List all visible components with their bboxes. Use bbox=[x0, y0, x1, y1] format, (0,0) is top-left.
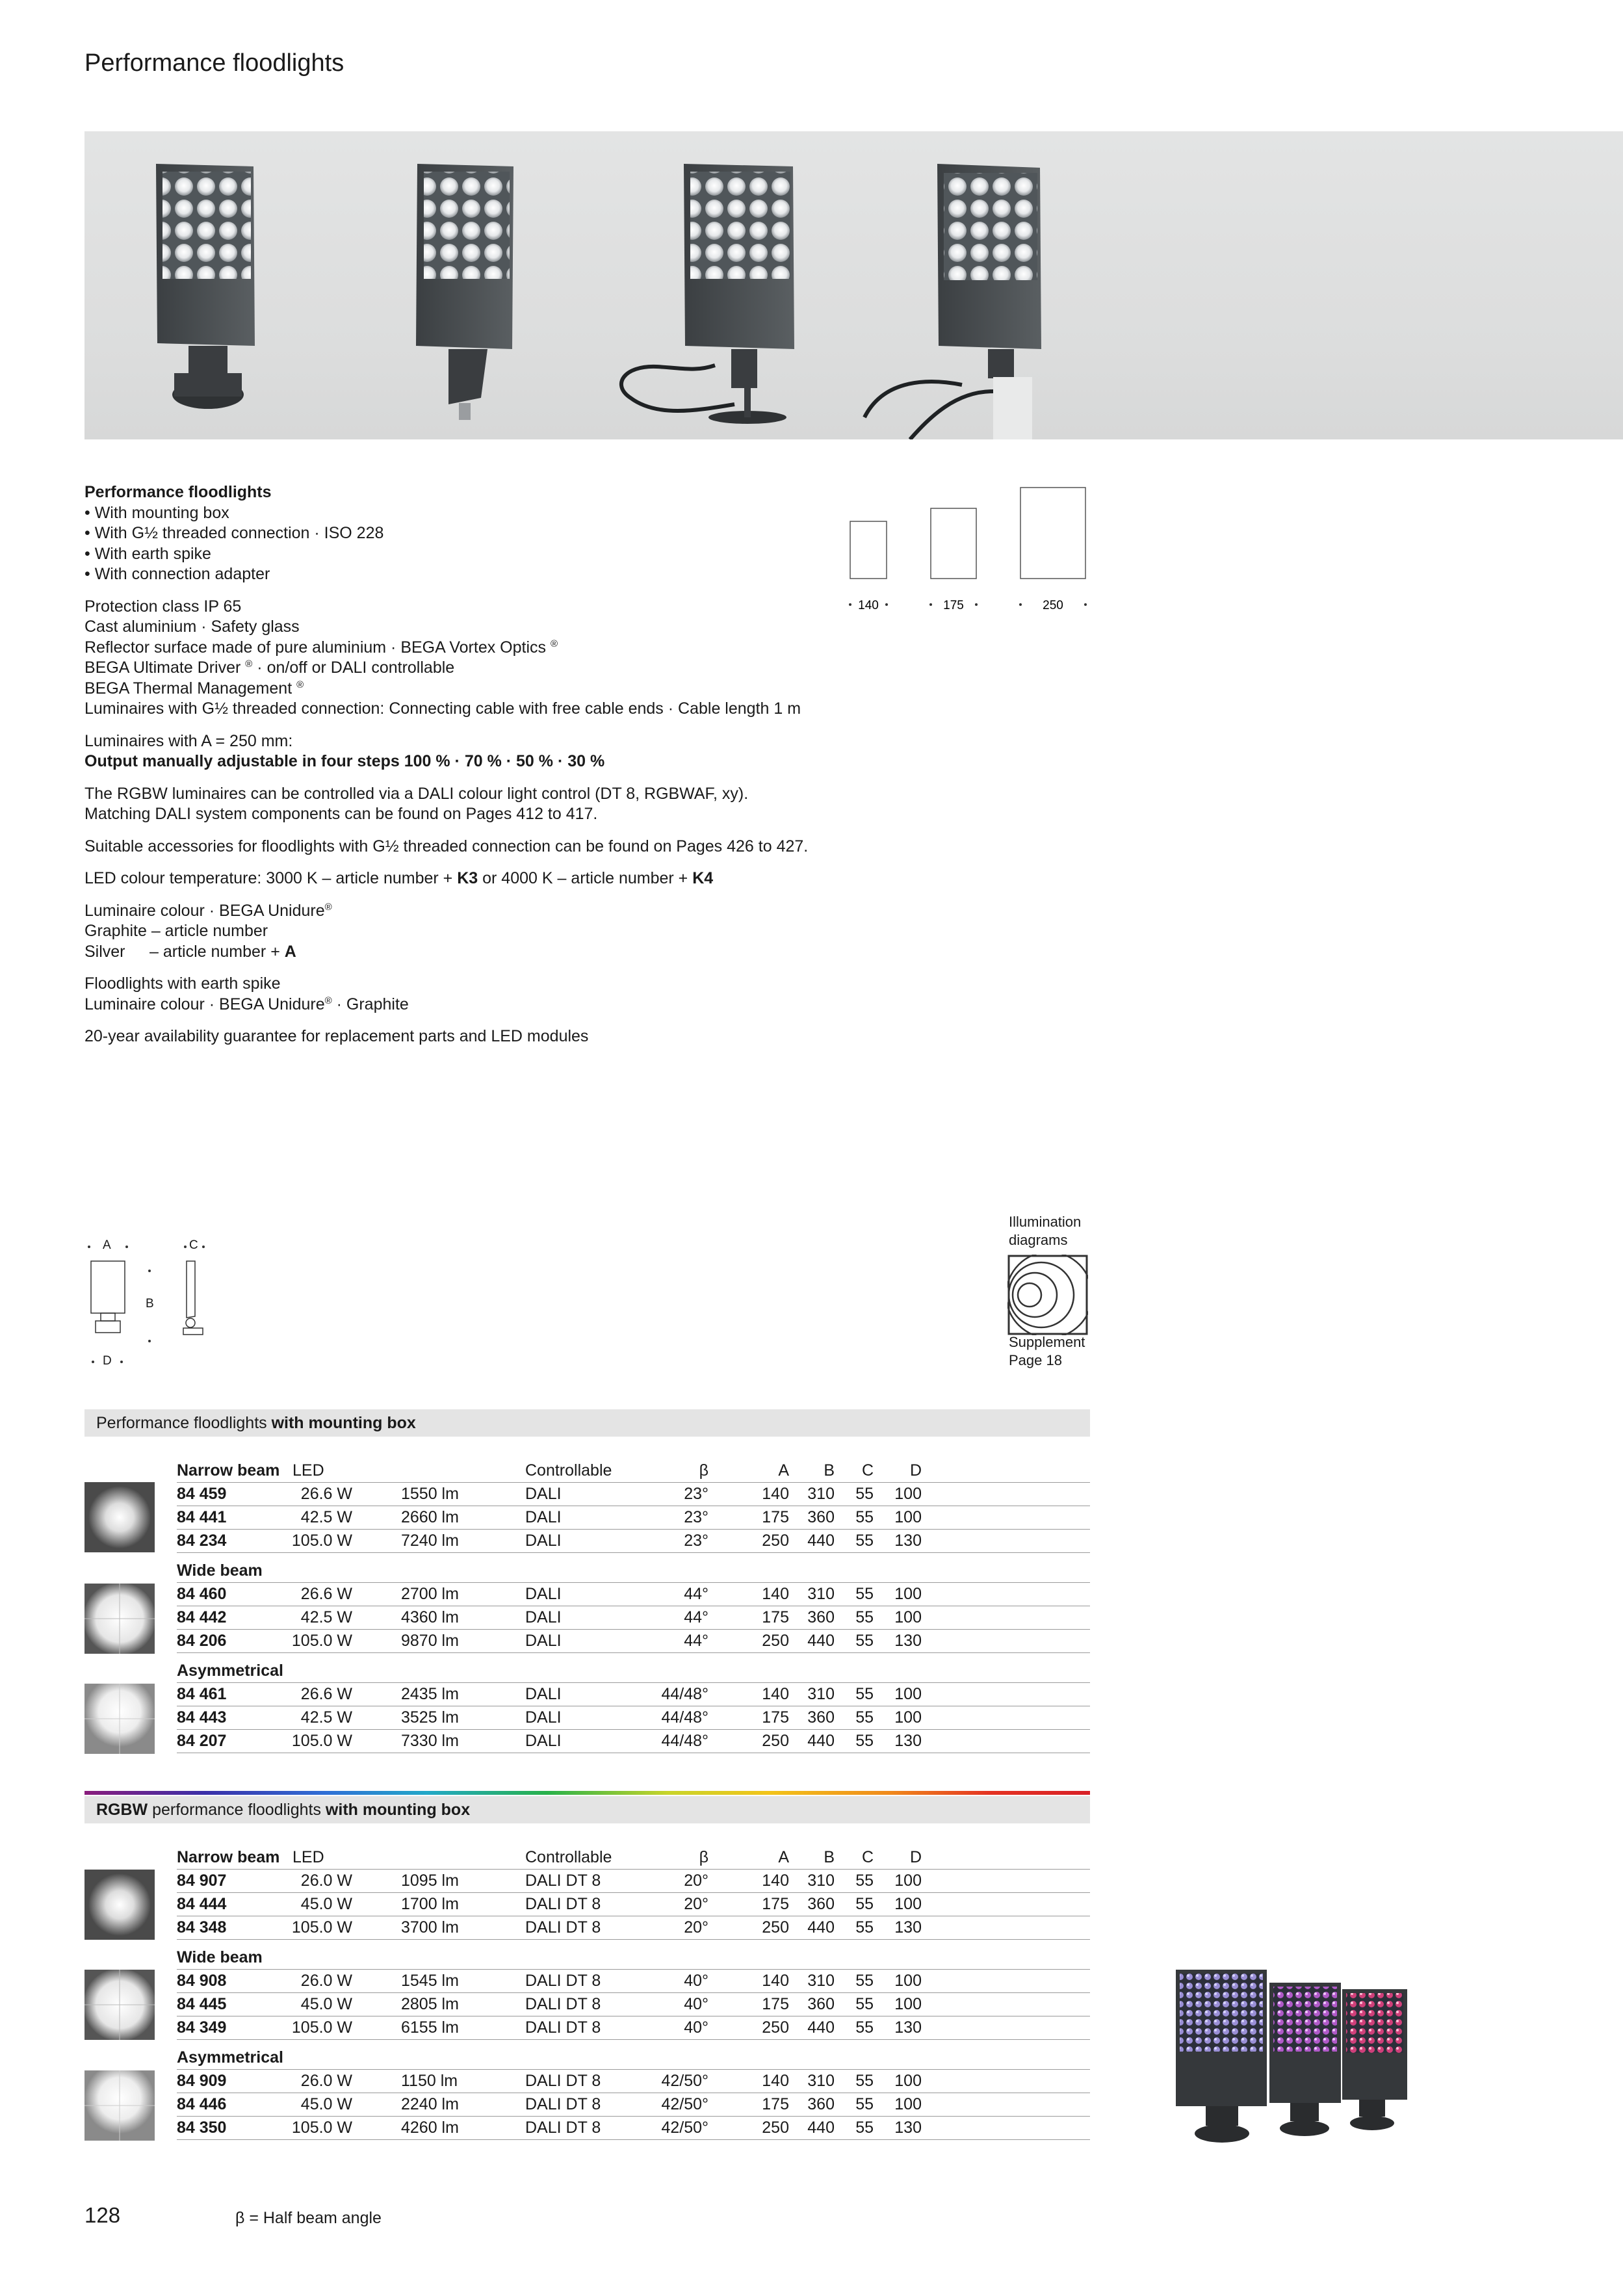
dim-a: 175 bbox=[762, 1895, 789, 1913]
page-title: Performance floodlights bbox=[84, 49, 344, 77]
dim-d: 130 bbox=[894, 1632, 922, 1650]
dim-a: 140 bbox=[762, 1685, 789, 1703]
illumination-diagram-icon bbox=[1007, 1255, 1088, 1338]
dim-a: 250 bbox=[762, 1918, 789, 1937]
dim-b: 310 bbox=[807, 1872, 835, 1890]
controllable: DALI bbox=[525, 1708, 562, 1727]
table2-band-text: performance floodlights bbox=[148, 1801, 326, 1819]
table-row bbox=[177, 1870, 1090, 1893]
article-number: 84 460 bbox=[177, 1585, 227, 1603]
table-row bbox=[177, 1530, 1090, 1553]
beam-angle: 40° bbox=[684, 2018, 708, 2037]
spec-cable: Luminaires with G½ threaded connection: Connecting cable with free cable ends · Cable length 1 m bbox=[84, 699, 801, 718]
controllable: DALI DT 8 bbox=[525, 2072, 601, 2090]
dim-c: 55 bbox=[855, 1972, 874, 1990]
lumen: 2435 lm bbox=[401, 1685, 459, 1703]
controllable: DALI bbox=[525, 1685, 562, 1703]
spec-material: Cast aluminium · Safety glass bbox=[84, 618, 300, 636]
dim-d: 130 bbox=[894, 1732, 922, 1750]
dim-c: 55 bbox=[855, 2018, 874, 2037]
size-diagrams bbox=[838, 481, 1098, 618]
header-beta: β bbox=[699, 1848, 708, 1866]
controllable: DALI DT 8 bbox=[525, 1918, 601, 1937]
supplement-label bbox=[1009, 1333, 1113, 1370]
description-block bbox=[84, 482, 929, 1059]
size-label-175: 175 bbox=[943, 599, 964, 612]
dim-d: 100 bbox=[894, 1485, 922, 1503]
table-row bbox=[177, 2093, 1090, 2117]
table-row bbox=[177, 2070, 1090, 2093]
luminaire-colour: Luminaire colour · BEGA Unidure bbox=[84, 901, 325, 920]
dim-b: 360 bbox=[807, 1895, 835, 1913]
wattage: 105.0 W bbox=[291, 2119, 352, 2137]
spec-thermal: BEGA Thermal Management bbox=[84, 679, 292, 698]
beam-angle: 40° bbox=[684, 1995, 708, 2013]
lumen: 4360 lm bbox=[401, 1608, 459, 1626]
table-row bbox=[177, 1730, 1090, 1753]
table-group-row bbox=[177, 1946, 1090, 1970]
wattage: 42.5 W bbox=[300, 1708, 352, 1727]
spec-protection: Protection class IP 65 bbox=[84, 597, 242, 616]
controllable: DALI bbox=[525, 1732, 562, 1750]
dim-b: 360 bbox=[807, 2095, 835, 2113]
dim-c: 55 bbox=[855, 1918, 874, 1937]
dim-a: 250 bbox=[762, 1732, 789, 1750]
beam-angle: 44/48° bbox=[661, 1685, 708, 1703]
dim-d: 100 bbox=[894, 1708, 922, 1727]
beam-thumb-asymmetrical bbox=[84, 1684, 155, 1754]
table-row bbox=[177, 1506, 1090, 1530]
header-a: A bbox=[778, 1848, 789, 1866]
dim-a-label: A bbox=[103, 1238, 111, 1252]
wattage: 105.0 W bbox=[291, 2018, 352, 2037]
wattage: 45.0 W bbox=[300, 1895, 352, 1913]
dim-b: 440 bbox=[807, 1632, 835, 1650]
table-row bbox=[177, 1583, 1090, 1606]
dim-b: 440 bbox=[807, 2119, 835, 2137]
dim-c-label: C bbox=[189, 1238, 198, 1252]
rgbw-beam-thumb-asymmetrical bbox=[84, 2070, 155, 2141]
dim-a: 140 bbox=[762, 1485, 789, 1503]
earth-spike-graphite: · Graphite bbox=[331, 995, 409, 1013]
dim-c: 55 bbox=[855, 1508, 874, 1526]
beam-angle: 44/48° bbox=[661, 1708, 708, 1727]
page-number: 128 bbox=[84, 2203, 121, 2227]
controllable: DALI bbox=[525, 1508, 562, 1526]
article-number: 84 207 bbox=[177, 1732, 227, 1750]
dim-b: 310 bbox=[807, 1485, 835, 1503]
dim-d: 100 bbox=[894, 1585, 922, 1603]
table-row bbox=[177, 2016, 1090, 2040]
article-number: 84 443 bbox=[177, 1708, 227, 1727]
luminaire-threaded-connection bbox=[416, 164, 513, 420]
beam-angle: 40° bbox=[684, 1972, 708, 1990]
beam-angle: 44/48° bbox=[661, 1732, 708, 1750]
wattage: 26.0 W bbox=[300, 1872, 352, 1890]
beam-angle: 42/50° bbox=[661, 2072, 708, 2090]
beam-angle: 44° bbox=[684, 1585, 708, 1603]
dim-c: 55 bbox=[855, 1995, 874, 2013]
article-number: 84 206 bbox=[177, 1632, 227, 1650]
reg-mark: ® bbox=[324, 995, 332, 1006]
wattage: 42.5 W bbox=[300, 1508, 352, 1526]
dim-a: 175 bbox=[762, 1708, 789, 1727]
supplement-label-1: Supplement bbox=[1009, 1334, 1085, 1350]
lumen: 1150 lm bbox=[401, 2072, 458, 2090]
dim-b: 360 bbox=[807, 1508, 835, 1526]
table-row bbox=[177, 1916, 1090, 1940]
luminaire-mounting-box bbox=[156, 164, 255, 409]
article-number: 84 348 bbox=[177, 1918, 227, 1937]
controllable: DALI bbox=[525, 1532, 562, 1550]
beam-angle: 44° bbox=[684, 1608, 708, 1626]
lumen: 9870 lm bbox=[401, 1632, 459, 1650]
table-row bbox=[177, 1893, 1090, 1916]
dim-d-label: D bbox=[103, 1354, 112, 1368]
description-heading: Performance floodlights bbox=[84, 483, 272, 501]
lumen: 2700 lm bbox=[401, 1585, 459, 1603]
supplement-label-2: Page 18 bbox=[1009, 1352, 1062, 1368]
group-name: Wide beam bbox=[177, 1561, 263, 1580]
article-number: 84 349 bbox=[177, 2018, 227, 2037]
table-row bbox=[177, 1683, 1090, 1706]
dim-a: 140 bbox=[762, 1872, 789, 1890]
rgbw-beam-thumb-narrow bbox=[84, 1870, 155, 1940]
front-view-outline bbox=[91, 1261, 125, 1313]
reg-mark: ® bbox=[550, 638, 558, 649]
lumen: 7240 lm bbox=[401, 1532, 459, 1550]
wattage: 26.0 W bbox=[300, 1972, 352, 1990]
wattage: 105.0 W bbox=[291, 1918, 352, 1937]
dim-b-label: B bbox=[146, 1297, 154, 1311]
article-number: 84 907 bbox=[177, 1872, 227, 1890]
table-header-row bbox=[177, 1459, 1090, 1483]
rgbw-beam-thumb-wide bbox=[84, 1970, 155, 2040]
dim-a: 175 bbox=[762, 2095, 789, 2113]
dim-b: 440 bbox=[807, 1918, 835, 1937]
header-c: C bbox=[861, 1461, 874, 1480]
dim-c: 55 bbox=[855, 1708, 874, 1727]
wattage: 26.6 W bbox=[300, 1585, 352, 1603]
dim-d: 130 bbox=[894, 1918, 922, 1937]
table-group-row bbox=[177, 1660, 1090, 1683]
illumination-label-2: diagrams bbox=[1009, 1232, 1068, 1248]
dim-a: 250 bbox=[762, 1532, 789, 1550]
guarantee-note: 20-year availability guarantee for replacement parts and LED modules bbox=[84, 1027, 589, 1045]
header-led: LED bbox=[292, 1461, 324, 1480]
wattage: 45.0 W bbox=[300, 2095, 352, 2113]
header-controllable: Controllable bbox=[525, 1848, 612, 1866]
table-row bbox=[177, 2117, 1090, 2140]
table-row bbox=[177, 1993, 1090, 2016]
dim-d: 100 bbox=[894, 2095, 922, 2113]
reg-mark: ® bbox=[296, 679, 304, 690]
lumen: 6155 lm bbox=[401, 2018, 459, 2037]
table1 bbox=[177, 1459, 1090, 1753]
header-led: LED bbox=[292, 1848, 324, 1866]
group-name: Asymmetrical bbox=[177, 2048, 283, 2067]
dim-c: 55 bbox=[855, 1485, 874, 1503]
lumen: 4260 lm bbox=[401, 2119, 459, 2137]
spec-driver-control: · on/off or DALI controllable bbox=[252, 659, 455, 677]
beam-angle: 42/50° bbox=[661, 2119, 708, 2137]
spec-reflector: Reflector surface made of pure aluminium · BEGA Vortex Optics bbox=[84, 638, 547, 657]
dim-a: 175 bbox=[762, 1608, 789, 1626]
table-row bbox=[177, 1970, 1090, 1993]
article-number: 84 446 bbox=[177, 2095, 227, 2113]
rgbw-rainbow-bar bbox=[84, 1791, 1090, 1795]
dim-d: 100 bbox=[894, 1508, 922, 1526]
table2-band bbox=[84, 1796, 1090, 1823]
dim-c: 55 bbox=[855, 1585, 874, 1603]
reg-mark: ® bbox=[324, 901, 332, 913]
dim-c: 55 bbox=[855, 2072, 874, 2090]
group-name: Narrow beam bbox=[177, 1461, 280, 1480]
wattage: 45.0 W bbox=[300, 1995, 352, 2013]
article-number: 84 442 bbox=[177, 1608, 227, 1626]
rgbw-components: Matching DALI system components can be found on Pages 412 to 417. bbox=[84, 805, 598, 823]
rgbw-control: The RGBW luminaires can be controlled via a DALI colour light control (DT 8, RGBWAF, xy). bbox=[84, 784, 749, 803]
footnote-beta: β = Half beam angle bbox=[235, 2209, 382, 2227]
bullet-mounting-box: • With mounting box bbox=[84, 503, 229, 522]
group-name: Wide beam bbox=[177, 1948, 263, 1966]
dim-a: 250 bbox=[762, 2119, 789, 2137]
header-b: B bbox=[824, 1461, 835, 1480]
controllable: DALI DT 8 bbox=[525, 2018, 601, 2037]
wattage: 26.6 W bbox=[300, 1685, 352, 1703]
dim-d: 130 bbox=[894, 2018, 922, 2037]
table2-band-prefix: RGBW bbox=[96, 1801, 148, 1819]
size-label-250: 250 bbox=[1043, 599, 1063, 612]
bullet-earth-spike: • With earth spike bbox=[84, 544, 211, 563]
controllable: DALI bbox=[525, 1608, 562, 1626]
silver-suffix: A bbox=[284, 942, 296, 961]
article-number: 84 441 bbox=[177, 1508, 227, 1526]
table-group-row bbox=[177, 2046, 1090, 2070]
controllable: DALI bbox=[525, 1485, 562, 1503]
dim-d: 130 bbox=[894, 2119, 922, 2137]
header-a: A bbox=[778, 1461, 789, 1480]
size-box-140 bbox=[850, 521, 887, 579]
table-group-row bbox=[177, 1559, 1090, 1583]
size-label-140: 140 bbox=[858, 599, 879, 612]
dim-a: 250 bbox=[762, 1632, 789, 1650]
dim-d: 100 bbox=[894, 2072, 922, 2090]
bullet-threaded: • With G½ threaded connection · ISO 228 bbox=[84, 524, 384, 542]
dim-a: 140 bbox=[762, 1585, 789, 1603]
article-number: 84 234 bbox=[177, 1532, 227, 1550]
k3-code: K3 bbox=[457, 869, 478, 887]
lumen: 2660 lm bbox=[401, 1508, 459, 1526]
dim-a: 140 bbox=[762, 1972, 789, 1990]
header-b: B bbox=[824, 1848, 835, 1866]
dim-b: 310 bbox=[807, 1685, 835, 1703]
dim-c: 55 bbox=[855, 1532, 874, 1550]
colour-temp-text-2: or 4000 K – article number + bbox=[478, 869, 693, 887]
dim-d: 100 bbox=[894, 1895, 922, 1913]
controllable: DALI DT 8 bbox=[525, 1895, 601, 1913]
beam-angle: 23° bbox=[684, 1532, 708, 1550]
colour-temp-text: LED colour temperature: 3000 K – article number + bbox=[84, 869, 458, 887]
side-view-outline bbox=[187, 1261, 195, 1318]
rgbw-product-photo bbox=[1167, 1963, 1440, 2161]
controllable: DALI DT 8 bbox=[525, 2095, 601, 2113]
dim-b: 310 bbox=[807, 2072, 835, 2090]
beam-angle: 42/50° bbox=[661, 2095, 708, 2113]
beam-angle: 23° bbox=[684, 1485, 708, 1503]
dim-b: 440 bbox=[807, 1732, 835, 1750]
article-number: 84 909 bbox=[177, 2072, 227, 2090]
article-number: 84 459 bbox=[177, 1485, 227, 1503]
lumen: 7330 lm bbox=[401, 1732, 459, 1750]
beam-angle: 44° bbox=[684, 1632, 708, 1650]
dim-d: 100 bbox=[894, 1972, 922, 1990]
lumen: 1095 lm bbox=[401, 1872, 459, 1890]
dim-c: 55 bbox=[855, 1608, 874, 1626]
dim-b: 360 bbox=[807, 1995, 835, 2013]
illumination-label bbox=[1009, 1213, 1113, 1249]
beam-angle: 20° bbox=[684, 1918, 708, 1937]
header-d: D bbox=[909, 1848, 922, 1866]
table-row bbox=[177, 1483, 1090, 1506]
dim-c: 55 bbox=[855, 1732, 874, 1750]
table-header-row bbox=[177, 1846, 1090, 1870]
wattage: 105.0 W bbox=[291, 1732, 352, 1750]
dim-c: 55 bbox=[855, 2119, 874, 2137]
wattage: 105.0 W bbox=[291, 1632, 352, 1650]
earth-spike-colour: Luminaire colour · BEGA Unidure bbox=[84, 995, 325, 1013]
dim-c: 55 bbox=[855, 1895, 874, 1913]
controllable: DALI DT 8 bbox=[525, 1872, 601, 1890]
reg-mark: ® bbox=[245, 659, 253, 670]
hero-product-photo bbox=[84, 131, 1623, 439]
group-name: Asymmetrical bbox=[177, 1662, 283, 1680]
lumen: 3525 lm bbox=[401, 1708, 459, 1727]
output-intro: Luminaires with A = 250 mm: bbox=[84, 731, 293, 750]
table-row bbox=[177, 1706, 1090, 1730]
header-beta: β bbox=[699, 1461, 708, 1480]
dim-a: 250 bbox=[762, 2018, 789, 2037]
controllable: DALI DT 8 bbox=[525, 2119, 601, 2137]
table1-band-text: Performance floodlights bbox=[96, 1414, 272, 1432]
dimension-diagram bbox=[81, 1232, 237, 1375]
article-number: 84 445 bbox=[177, 1995, 227, 2013]
dim-b: 310 bbox=[807, 1585, 835, 1603]
table2-band-bold: with mounting box bbox=[325, 1801, 471, 1819]
wattage: 42.5 W bbox=[300, 1608, 352, 1626]
dim-a: 140 bbox=[762, 2072, 789, 2090]
illumination-label-1: Illumination bbox=[1009, 1214, 1082, 1230]
dim-d: 100 bbox=[894, 1685, 922, 1703]
dim-b: 360 bbox=[807, 1708, 835, 1727]
group-name: Narrow beam bbox=[177, 1848, 280, 1866]
dim-d: 100 bbox=[894, 1608, 922, 1626]
article-number: 84 908 bbox=[177, 1972, 227, 1990]
beam-thumb-narrow bbox=[84, 1482, 155, 1552]
dim-a: 175 bbox=[762, 1995, 789, 2013]
dim-c: 55 bbox=[855, 1632, 874, 1650]
colour-graphite: Graphite – article number bbox=[84, 922, 268, 940]
article-number: 84 461 bbox=[177, 1685, 227, 1703]
wattage: 26.0 W bbox=[300, 2072, 352, 2090]
spec-driver: BEGA Ultimate Driver bbox=[84, 659, 241, 677]
controllable: DALI bbox=[525, 1632, 562, 1650]
beam-angle: 20° bbox=[684, 1895, 708, 1913]
dim-d: 100 bbox=[894, 1872, 922, 1890]
table-row bbox=[177, 1606, 1090, 1630]
lumen: 3700 lm bbox=[401, 1918, 459, 1937]
lumen: 2240 lm bbox=[401, 2095, 459, 2113]
controllable: DALI DT 8 bbox=[525, 1995, 601, 2013]
table2 bbox=[177, 1846, 1090, 2140]
dim-b: 440 bbox=[807, 1532, 835, 1550]
lumen: 2805 lm bbox=[401, 1995, 459, 2013]
dim-d: 130 bbox=[894, 1532, 922, 1550]
wattage: 26.6 W bbox=[300, 1485, 352, 1503]
header-d: D bbox=[909, 1461, 922, 1480]
dim-b: 440 bbox=[807, 2018, 835, 2037]
header-controllable: Controllable bbox=[525, 1461, 612, 1480]
article-number: 84 444 bbox=[177, 1895, 227, 1913]
controllable: DALI bbox=[525, 1585, 562, 1603]
header-c: C bbox=[861, 1848, 874, 1866]
dim-c: 55 bbox=[855, 1872, 874, 1890]
beam-angle: 23° bbox=[684, 1508, 708, 1526]
dim-d: 100 bbox=[894, 1995, 922, 2013]
table1-band bbox=[84, 1409, 1090, 1437]
size-box-175 bbox=[931, 508, 976, 579]
lumen: 1545 lm bbox=[401, 1972, 459, 1990]
lumen: 1700 lm bbox=[401, 1895, 459, 1913]
k4-code: K4 bbox=[692, 869, 714, 887]
earth-spike-note: Floodlights with earth spike bbox=[84, 974, 281, 993]
luminaire-connection-adapter bbox=[864, 164, 1041, 439]
dim-a: 175 bbox=[762, 1508, 789, 1526]
accessories-note: Suitable accessories for floodlights with G½ threaded connection can be found on Pages 426 to 427. bbox=[84, 837, 809, 855]
colour-silver: Silver bbox=[84, 942, 125, 961]
table-row bbox=[177, 1630, 1090, 1653]
beam-thumb-wide bbox=[84, 1584, 155, 1654]
table1-band-bold: with mounting box bbox=[271, 1414, 416, 1432]
bullet-adapter: • With connection adapter bbox=[84, 565, 270, 583]
dim-c: 55 bbox=[855, 2095, 874, 2113]
wattage: 105.0 W bbox=[291, 1532, 352, 1550]
colour-silver-article: – article number + bbox=[149, 942, 285, 961]
beam-angle: 20° bbox=[684, 1872, 708, 1890]
lumen: 1550 lm bbox=[401, 1485, 459, 1503]
article-number: 84 350 bbox=[177, 2119, 227, 2137]
size-box-250 bbox=[1020, 488, 1085, 579]
output-steps: Output manually adjustable in four steps 100 % · 70 % · 50 % · 30 % bbox=[84, 752, 605, 770]
luminaire-earth-spike bbox=[621, 164, 794, 424]
dim-b: 310 bbox=[807, 1972, 835, 1990]
controllable: DALI DT 8 bbox=[525, 1972, 601, 1990]
dim-b: 360 bbox=[807, 1608, 835, 1626]
dim-c: 55 bbox=[855, 1685, 874, 1703]
